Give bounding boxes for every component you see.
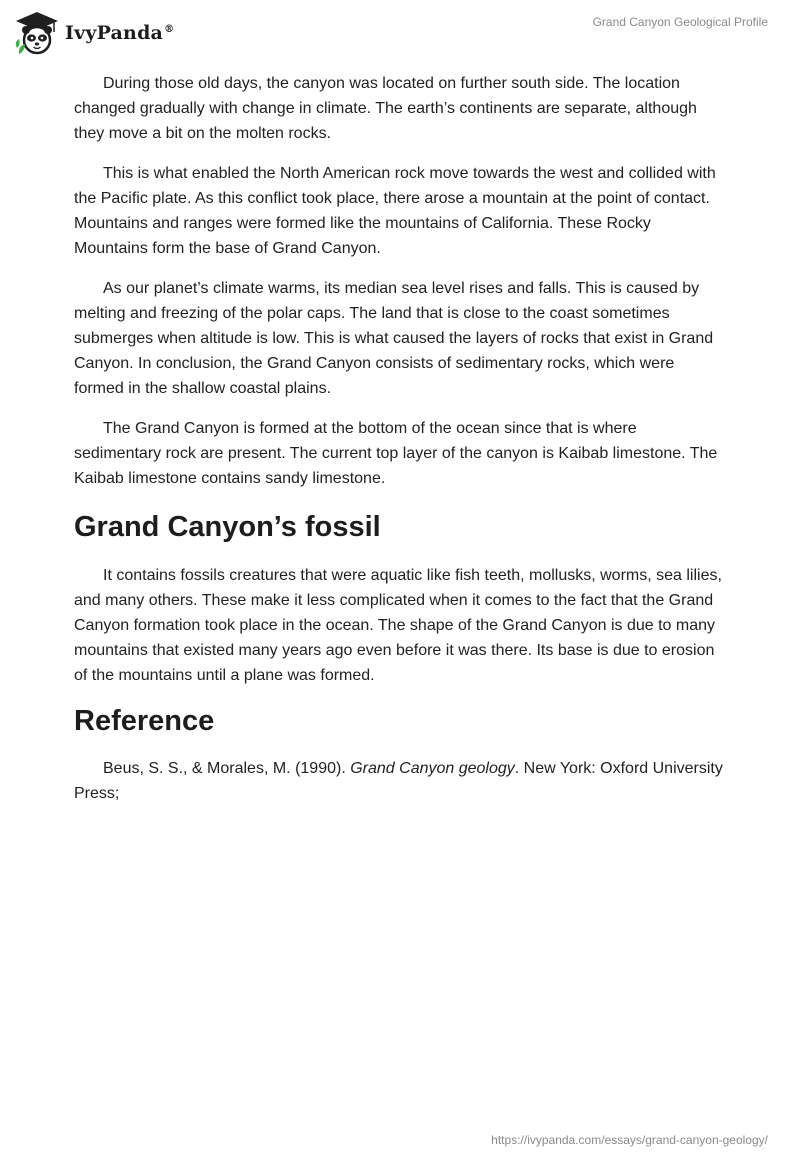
- page-header: [0, 0, 800, 64]
- body-paragraph-4: The Grand Canyon is formed at the bottom of the ocean since that is where sedimentary rock are present. The current top layer of the canyon is Kaibab limestone. The Kaibab limestone contains sandy limestone.: [74, 420, 718, 487]
- reference-heading: Reference: [74, 705, 215, 737]
- ivypanda-logo[interactable]: [14, 10, 174, 56]
- document-title: Grand Canyon Geological Profile: [592, 15, 768, 29]
- essay-body: [74, 71, 728, 821]
- panda-graduation-cap-icon: [14, 10, 60, 56]
- body-paragraph-3: As our planet’s climate warms, its median sea level rises and falls. This is caused by melting and freezing of the polar caps. The land that is close to the coast sometimes submerges when altitude is low. This is what caused the layers of rocks that exist in Grand Canyon. In conclusion, the Grand Canyon consists of sedimentary rocks, which were formed in the shallow coastal plains.: [74, 280, 714, 397]
- reference-entry: [74, 756, 728, 806]
- fossil-heading: Grand Canyon’s fossil: [74, 511, 381, 543]
- body-paragraph-2: This is what enabled the North American rock move towards the west and collided with the Pacific plate. As this conflict took place, there arose a mountain at the point of contact. Mountains and ranges were formed like the mountains of California. These Rocky Mountains form the base of Grand Canyon.: [74, 165, 716, 257]
- reference-title: Grand Canyon geology: [350, 760, 515, 777]
- body-paragraph-1: During those old days, the canyon was located on further south side. The location changed gradually with change in climate. The earth’s continents are separate, although they move a bit on the molten rocks.: [74, 75, 697, 142]
- source-url-link[interactable]: https://ivypanda.com/essays/grand-canyon-geology/: [491, 1133, 768, 1147]
- logo-wordmark: IvyPanda®: [65, 22, 175, 44]
- registered-mark: ®: [164, 23, 175, 35]
- fossil-paragraph: It contains fossils creatures that were aquatic like fish teeth, mollusks, worms, sea lilies, and many others. These make it less complicated when it comes to the fact that the Grand Canyon formation took place in the ocean. The shape of the Grand Canyon is due to many mountains that existed many years ago even before it was there. Its base is due to erosion of the mountains until a plane was formed.: [74, 567, 722, 684]
- reference-publisher: . New York: Oxford University Press;: [74, 760, 723, 802]
- reference-authors: Beus, S. S., & Morales, M. (1990).: [103, 760, 346, 777]
